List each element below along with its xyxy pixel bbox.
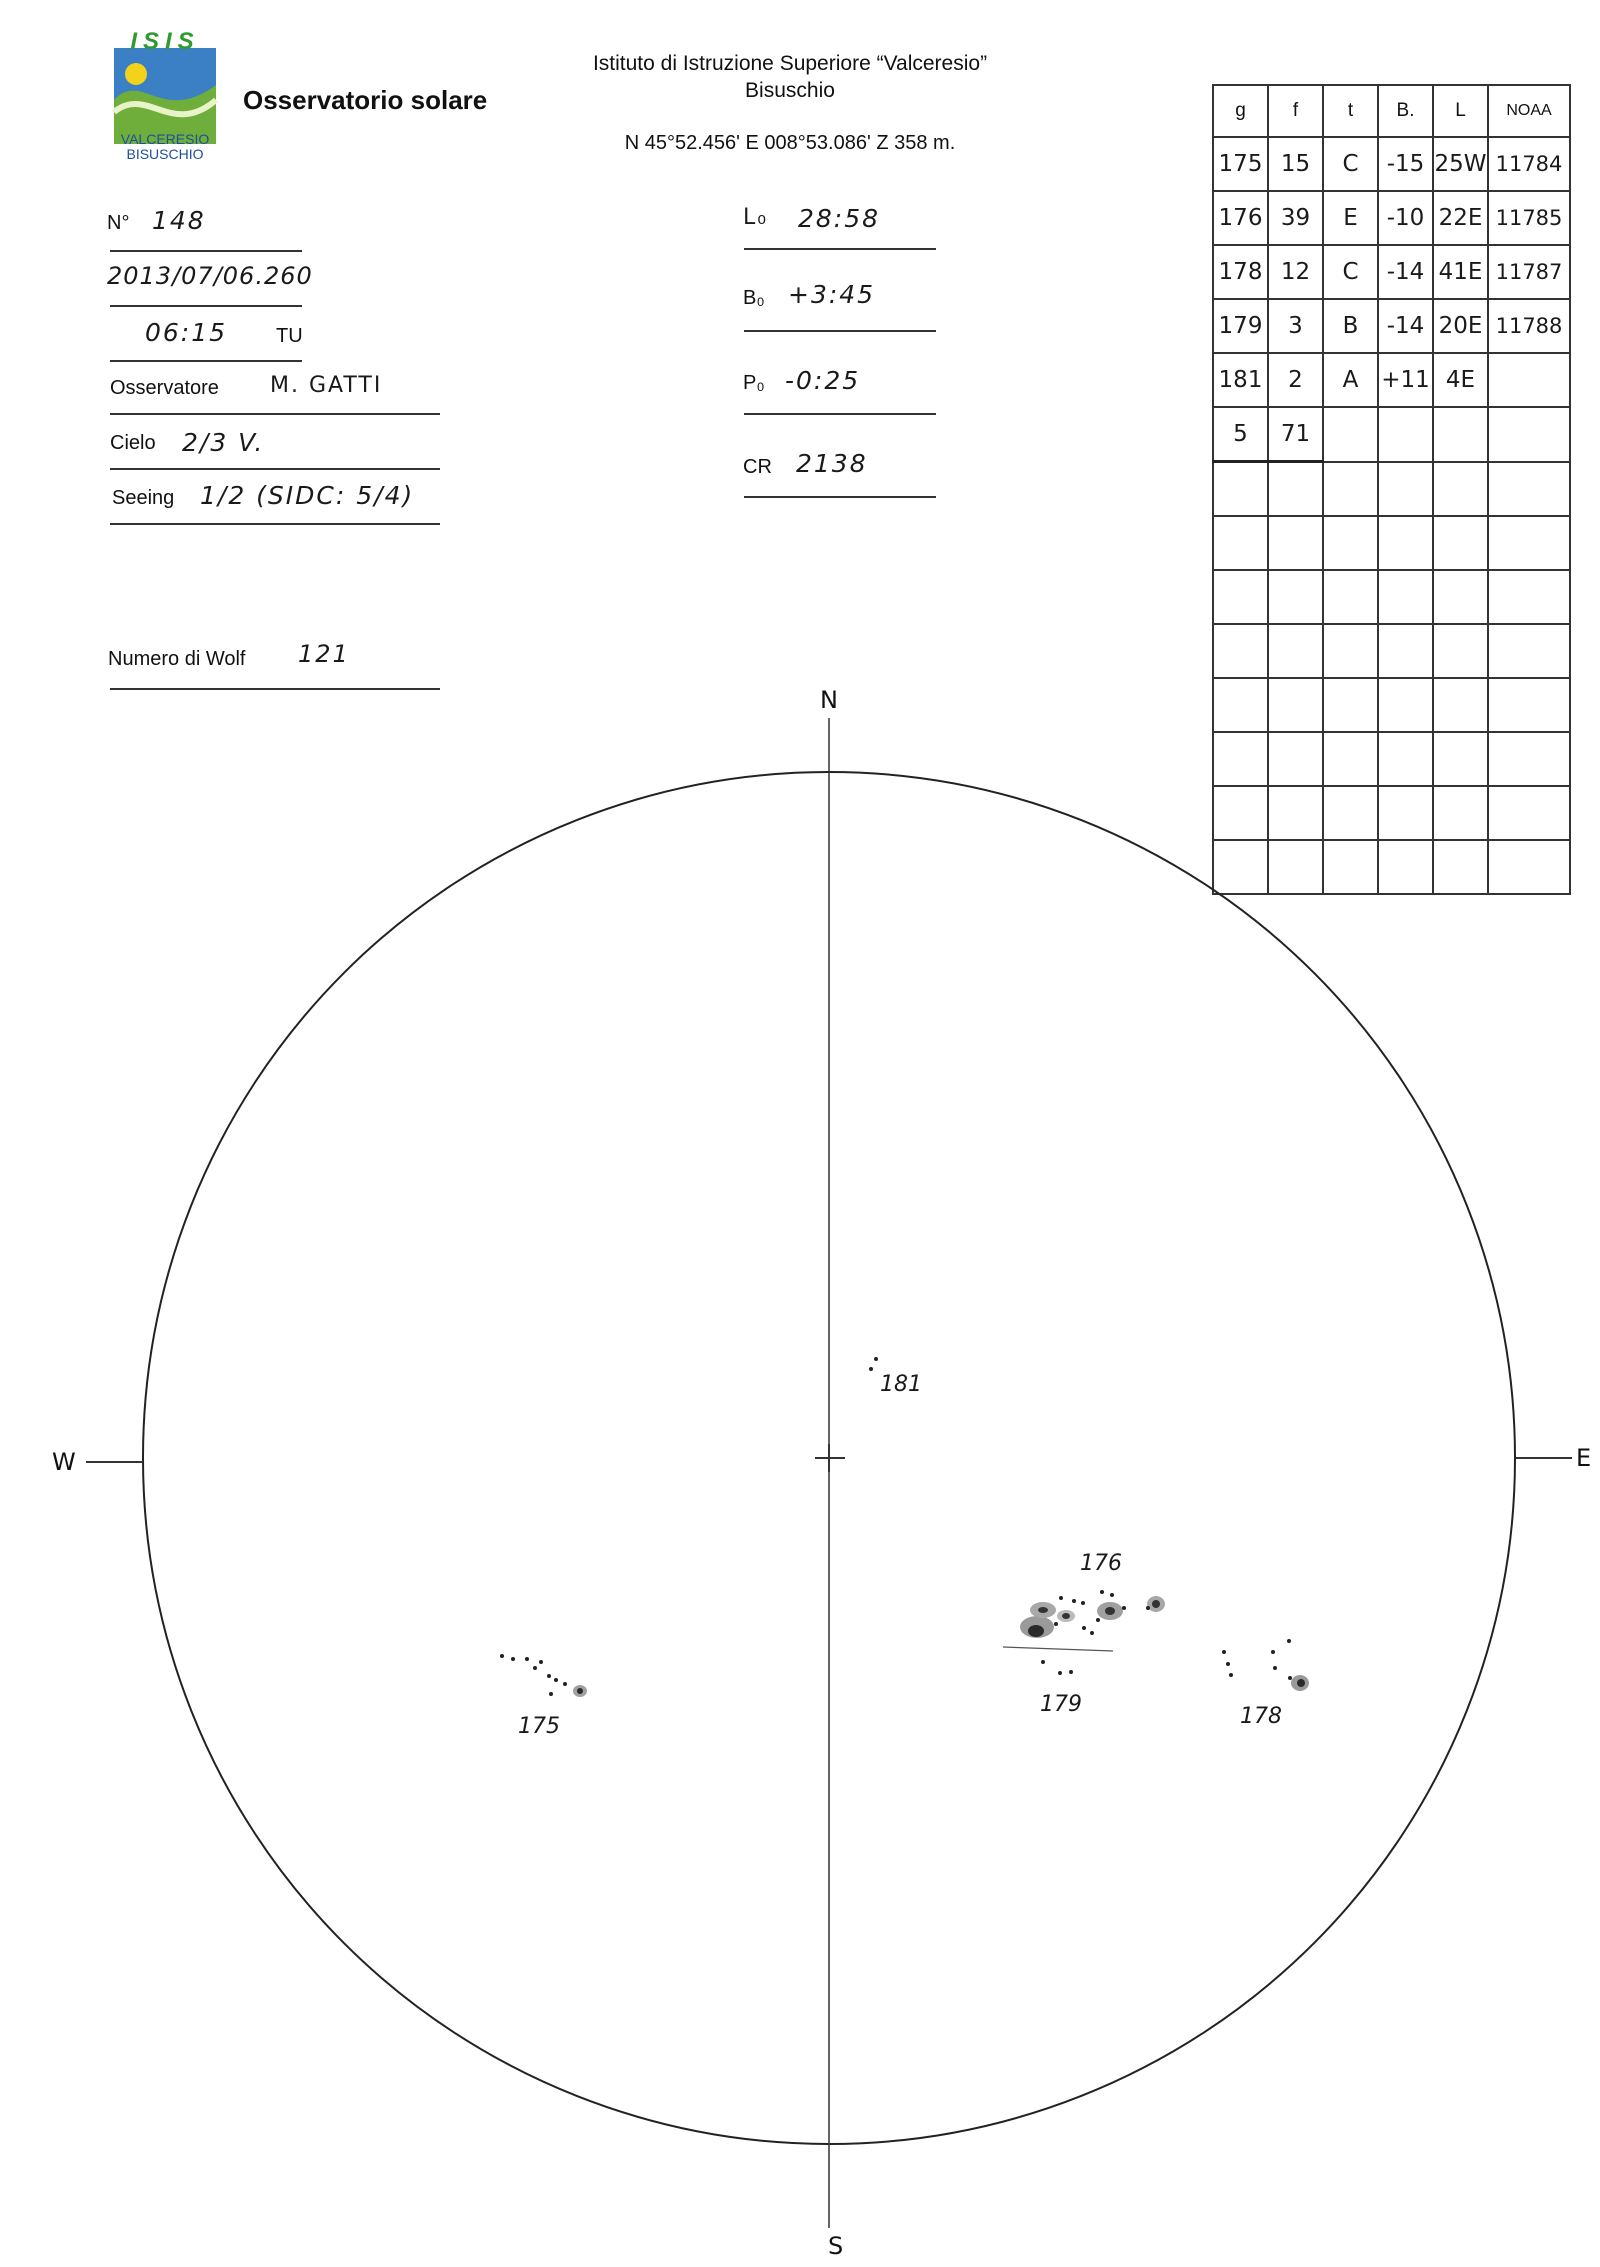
column-header-g: g [1213,85,1268,137]
west-label: W [52,1448,76,1476]
column-header-f: f [1268,85,1323,137]
sunspot-group-176 [1020,1590,1165,1638]
table-cell-b: -15 [1378,137,1433,191]
table-cell-g: 181 [1213,353,1268,407]
seeing-value: 1/2 (SIDC: 5/4) [200,481,415,510]
b0-label: B₀ [743,287,765,309]
observer-label: Osservatore [110,377,219,399]
sunspot-group-178 [1222,1639,1309,1691]
column-header-noaa: NOAA [1488,85,1570,137]
table-cell-g: 176 [1213,191,1268,245]
table-cell-f: 15 [1268,137,1323,191]
wolf-value: 121 [298,640,350,668]
table-cell-f: 12 [1268,245,1323,299]
table-cell-noaa: 11788 [1488,299,1570,353]
table-cell-g: 179 [1213,299,1268,353]
group-label-178: 178 [1240,1704,1282,1729]
number-label: N° [107,212,130,234]
b0-value: +3:45 [788,280,876,309]
table-cell-l: 22E [1433,191,1488,245]
institute-line-2: Bisuschio [745,79,835,102]
table-cell-t: B [1323,299,1378,353]
institute-line-1: Istituto di Istruzione Superiore “Valceresio” [592,52,988,75]
l0-value: 28:58 [798,204,881,233]
table-cell-l: 25W [1433,137,1488,191]
group-separator-line [1003,1647,1113,1651]
sky-label: Cielo [110,432,156,454]
group-label-176: 176 [1080,1551,1122,1576]
table-cell-b: -10 [1378,191,1433,245]
table-cell-noaa: 11785 [1488,191,1570,245]
column-header-t: t [1323,85,1378,137]
table-cell-b: +11 [1378,353,1433,407]
south-label: S [828,2232,844,2260]
table-cell-g: 5 [1213,407,1268,462]
table-cell-f: 39 [1268,191,1323,245]
table-cell-l: 4E [1433,353,1488,407]
table-cell-l: 41E [1433,245,1488,299]
table-cell-t: C [1323,245,1378,299]
l0-label: L₀ [743,205,769,230]
column-header-b: B. [1378,85,1433,137]
column-header-l: L [1433,85,1488,137]
table-cell-b: -14 [1378,245,1433,299]
table-cell-t: E [1323,191,1378,245]
seeing-label: Seeing [112,487,175,509]
table-cell-g: 178 [1213,245,1268,299]
sunspot-group-175 [500,1654,587,1697]
time-value: 06:15 [145,318,228,347]
group-label-175: 175 [518,1714,560,1739]
north-label: N [820,686,838,714]
east-label: E [1576,1444,1592,1472]
table-cell-f: 2 [1268,353,1323,407]
table-cell-g: 175 [1213,137,1268,191]
logo-wordmark: ISIS [130,28,200,55]
table-cell-noaa: 11784 [1488,137,1570,191]
wolf-label: Numero di Wolf [108,648,246,670]
sky-value: 2/3 V. [182,428,265,457]
sunspot-group-179 [1041,1660,1073,1675]
date-value: 2013/07/06.260 [107,262,313,290]
table-cell-noaa: 11787 [1488,245,1570,299]
sunspot-group-181 [869,1357,878,1371]
time-zone: TU [276,325,303,347]
group-label-179: 179 [1040,1692,1082,1717]
cr-label: CR [743,456,772,478]
group-label-181: 181 [880,1372,922,1397]
table-cell-t: C [1323,137,1378,191]
page-title: Osservatorio solare [243,85,488,115]
p0-label: P₀ [743,372,765,394]
p0-value: -0:25 [785,366,861,395]
number-value: 148 [152,206,206,235]
table-cell-t: A [1323,353,1378,407]
observer-value: M. GATTI [270,373,383,398]
logo-caption: VALCERESIO BISUSCHIO [120,131,210,162]
site-coordinates: N 45°52.456' E 008°53.086' Z 358 m. [624,132,956,154]
cr-value: 2138 [796,449,868,478]
table-cell-f: 71 [1268,407,1323,462]
table-cell-l: 20E [1433,299,1488,353]
table-cell-f: 3 [1268,299,1323,353]
table-cell-b: -14 [1378,299,1433,353]
